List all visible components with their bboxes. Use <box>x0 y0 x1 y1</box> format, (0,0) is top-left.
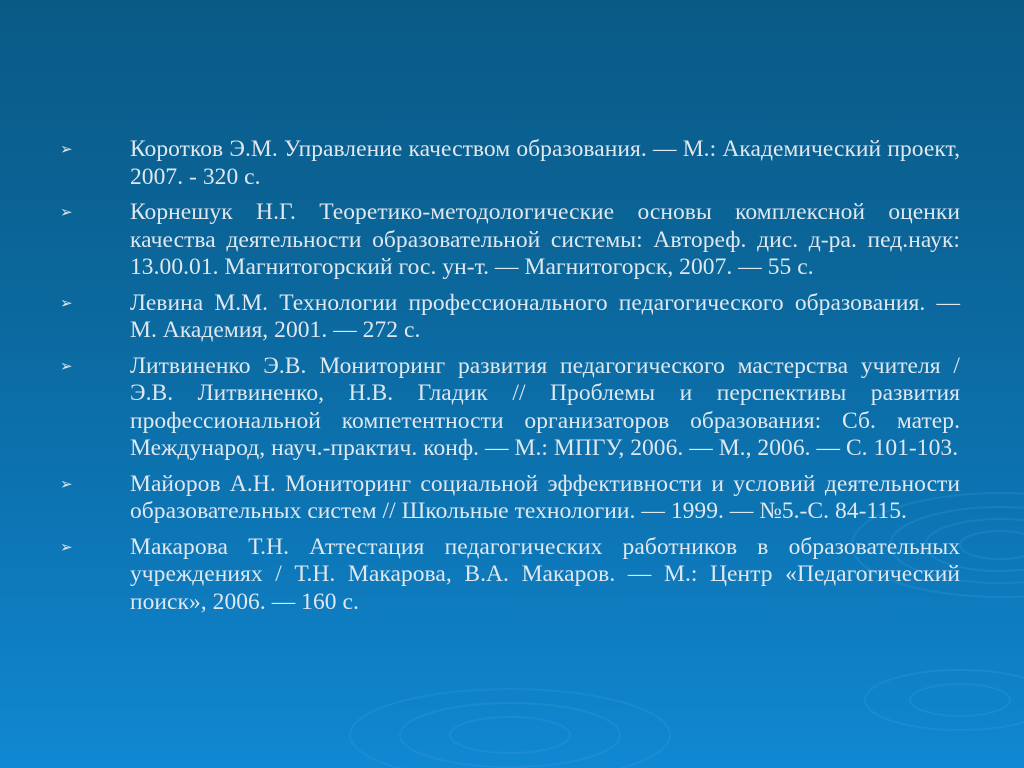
reference-item <box>60 353 960 463</box>
reference-item <box>60 534 960 617</box>
reference-item <box>60 290 960 345</box>
reference-text: Макарова Т.Н. Аттестация педагогических работников в образовательных учреждениях / Т.Н. Макарова, В.А. Макаров. — М.: Центр «Педагогический поиск», 2006. — 160 с. <box>130 533 960 615</box>
reference-text: Майоров А.Н. Мониторинг социальной эффективности и условий деятельности образовательных систем // Школьные технологии. — 1999. — №5.-С. 84-115. <box>130 470 960 524</box>
reference-item <box>60 471 960 526</box>
reference-text: Левина М.М. Технологии профессионального педагогического образования. — М. Академия, 2001. — 272 с. <box>130 289 960 343</box>
arrow-bullet-icon: ➢ <box>60 293 73 312</box>
arrow-bullet-icon: ➢ <box>60 474 73 493</box>
reference-item <box>60 136 960 191</box>
arrow-bullet-icon: ➢ <box>60 140 73 158</box>
reference-text: Корнешук Н.Г. Теоретико-методологические основы комплексной оценки качества деятельности образовательной системы: Автореф. дис. д-ра. пед.наук: 13.00.01. Магнитогорский гос. ун-т. — Магнитогорск, 2007. — 55 с. <box>130 199 960 280</box>
references-list <box>60 136 960 616</box>
reference-text: Коротков Э.М. Управление качеством образования. — М.: Академический проект, 2007. - 320 с. <box>130 136 960 190</box>
arrow-bullet-icon: ➢ <box>60 356 73 375</box>
arrow-bullet-icon: ➢ <box>60 537 73 556</box>
references-section <box>60 136 960 624</box>
reference-text: Литвиненко Э.В. Мониторинг развития педагогического мастерства учителя / Э.В. Литвиненко, Н.В. Гладик // Проблемы и перспективы развития профессиональной компетентности организаторов образования: Сб. матер. Международ, науч.-практич. конф. — М.: МПГУ, 2006. — М., 2006. — С. 101-103. <box>130 352 960 461</box>
arrow-bullet-icon: ➢ <box>60 203 73 221</box>
reference-item <box>60 199 960 282</box>
